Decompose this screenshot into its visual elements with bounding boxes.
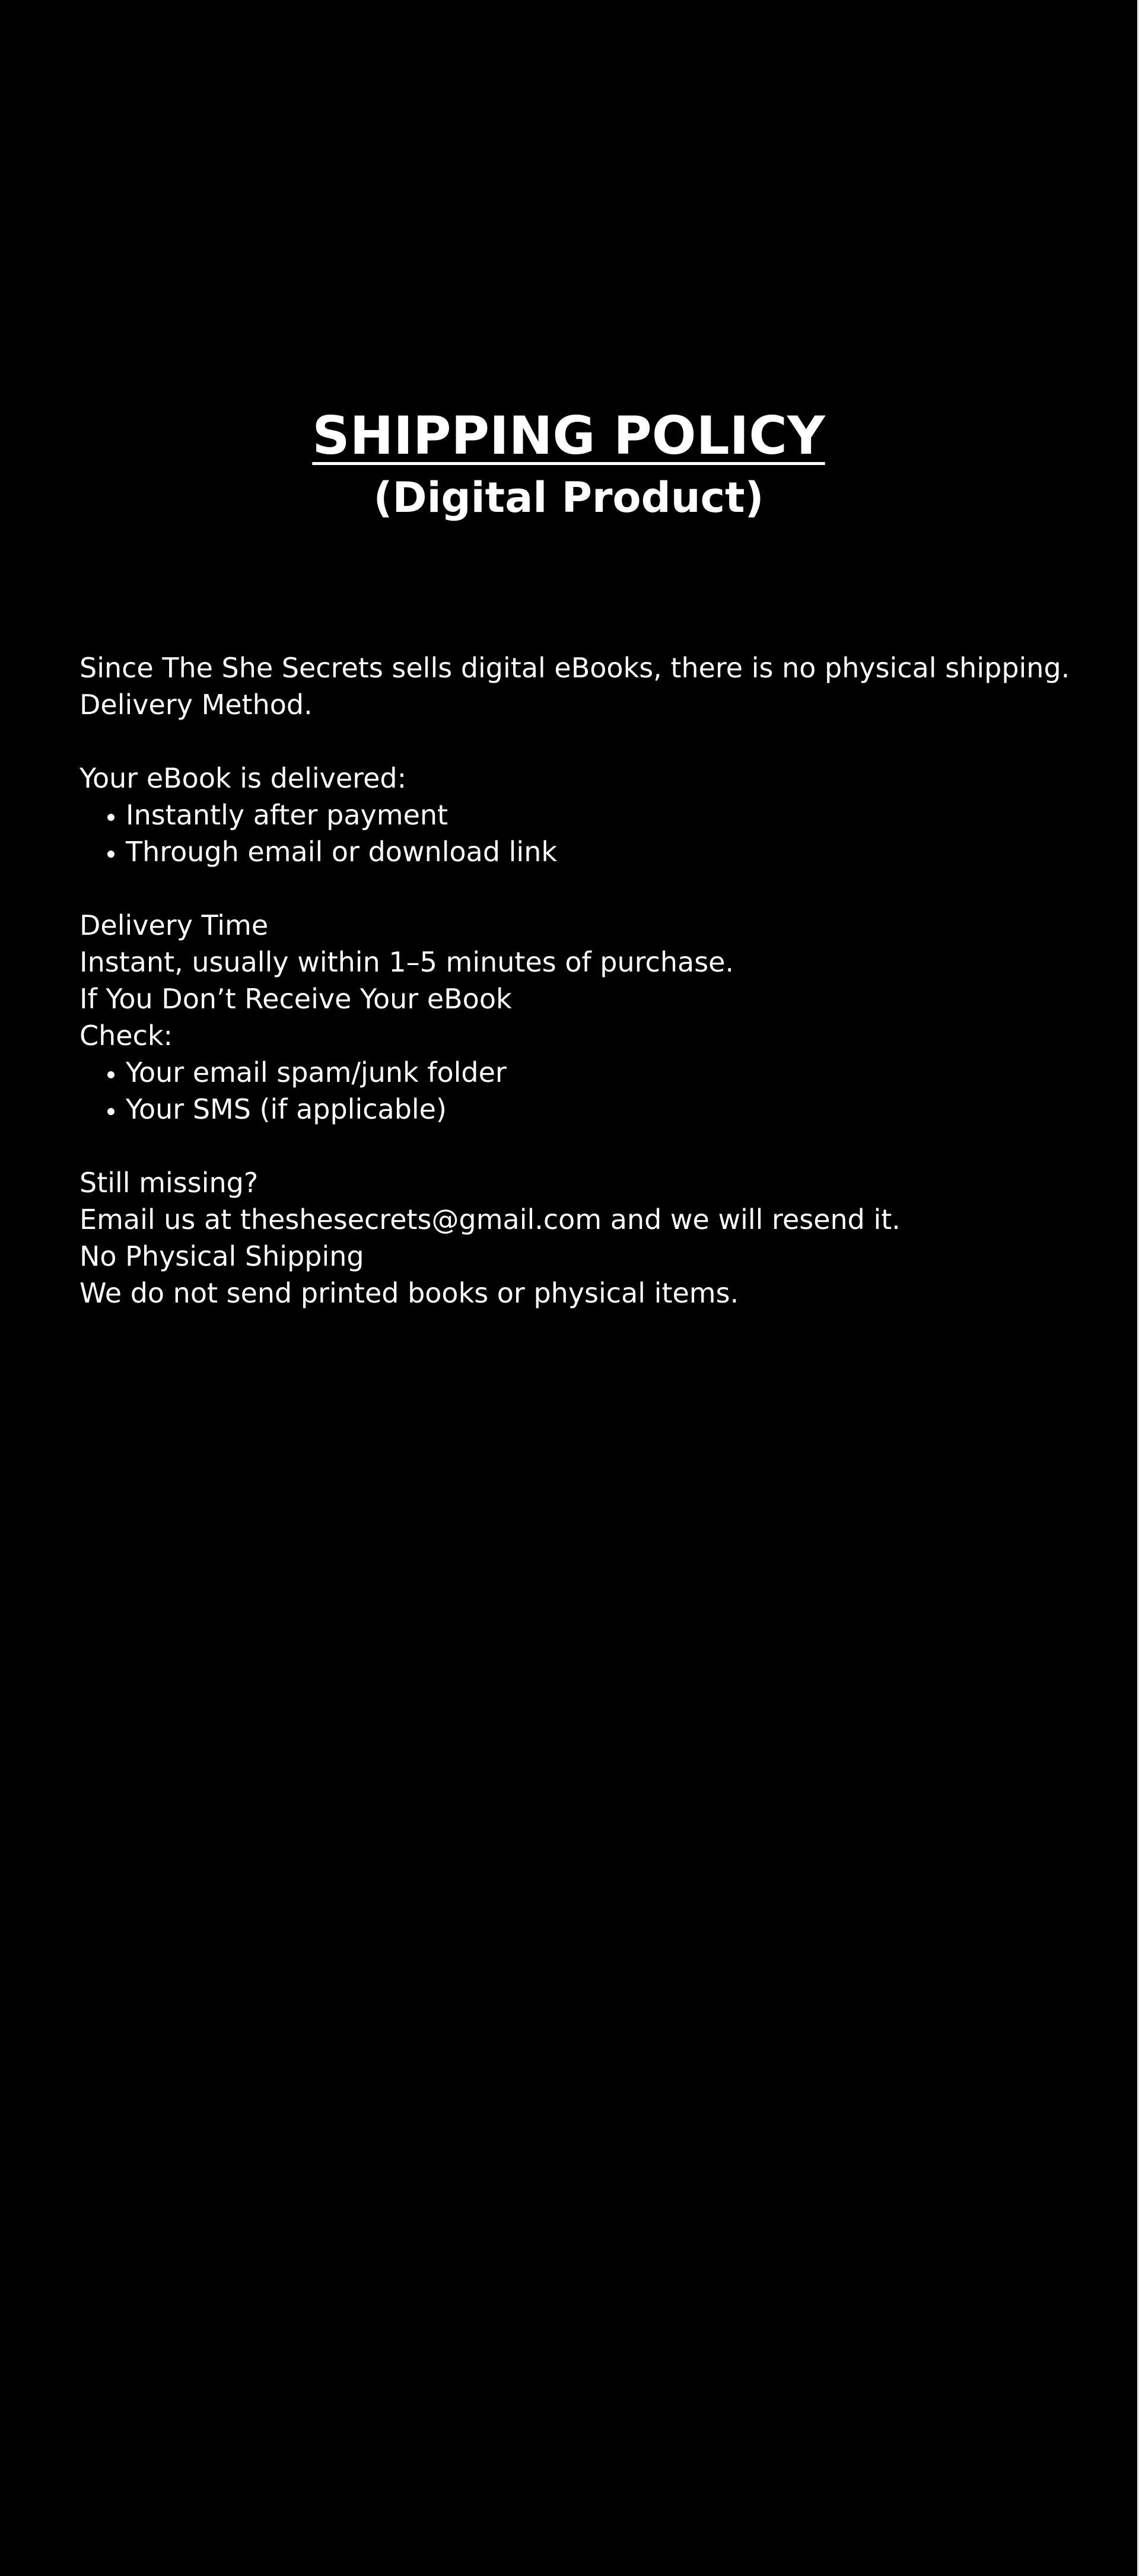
intro-text: Since The She Secrets sells digital eBooks, there is no physical shipping.	[79, 652, 1070, 684]
contact-email-text: Email us at theshesecrets@gmail.com and we will resend it.	[79, 1203, 901, 1236]
policy-content	[79, 649, 1124, 1311]
check-list	[79, 1054, 1124, 1128]
no-physical-heading: No Physical Shipping	[79, 1240, 364, 1272]
spacer	[79, 1128, 1124, 1164]
policy-header	[0, 403, 1137, 524]
no-physical-text: We do not send printed books or physical items.	[79, 1277, 739, 1309]
page-title: SHIPPING POLICY	[312, 405, 825, 466]
delivery-method-heading: Delivery Method.	[79, 689, 313, 721]
list-item: • Instantly after payment	[126, 797, 1124, 833]
delivered-intro: Your eBook is delivered:	[79, 762, 407, 794]
list-item: • Your email spam/junk folder	[126, 1054, 1124, 1091]
spacer	[79, 723, 1124, 760]
page-subtitle: (Digital Product)	[373, 473, 764, 522]
list-item: • Through email or download link	[126, 833, 1124, 870]
list-item: • Your SMS (if applicable)	[126, 1091, 1124, 1128]
delivery-time-text: Instant, usually within 1–5 minutes of purchase.	[79, 946, 734, 978]
still-missing-text: Still missing?	[79, 1167, 259, 1199]
spacer	[79, 870, 1124, 907]
not-received-heading: If You Don’t Receive Your eBook	[79, 983, 512, 1015]
delivery-list	[79, 797, 1124, 870]
check-label: Check:	[79, 1020, 173, 1052]
delivery-time-heading: Delivery Time	[79, 909, 269, 941]
